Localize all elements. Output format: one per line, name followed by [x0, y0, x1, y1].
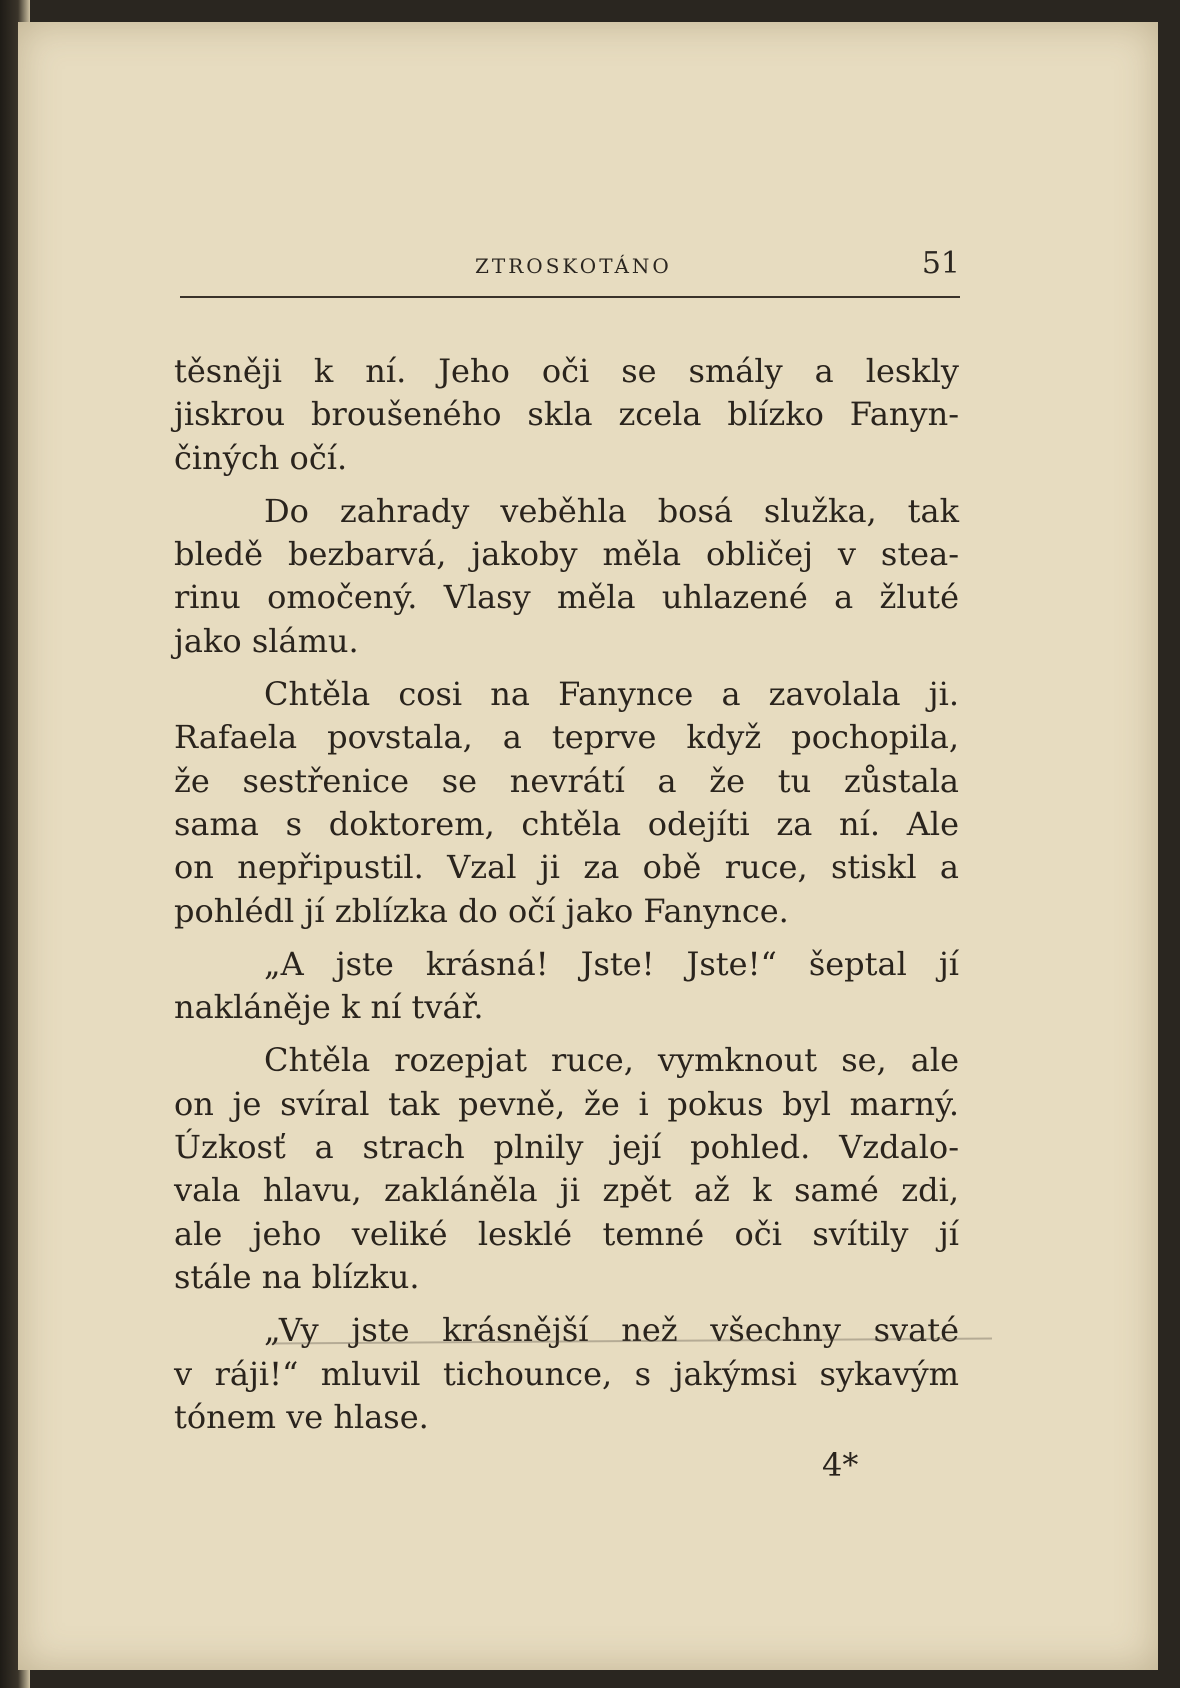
page-header — [180, 246, 960, 286]
text-line: stále na blízku. — [174, 1257, 420, 1296]
paragraph-2 — [174, 490, 959, 663]
page-number: 51 — [921, 246, 960, 281]
text-line: Rafaela povstala, a teprve když pochopila, — [174, 718, 959, 757]
text-line: tónem ve hlase. — [174, 1397, 429, 1436]
text-line: že sestřenice se nevrátí a že tu zůstala — [174, 761, 959, 800]
text-line: Úzkosť a strach plnily její pohled. Vzdalo- — [174, 1128, 959, 1167]
text-line: činých očí. — [174, 438, 348, 477]
text-line: „Vy jste krásnější než všechny svaté — [264, 1311, 959, 1350]
paragraph-1 — [174, 350, 959, 480]
text-line: rinu omočený. Vlasy měla uhlazené a žluté — [174, 578, 959, 617]
running-title: ZTROSKOTÁNO — [475, 254, 672, 278]
text-line: Chtěla cosi na Fanynce a zavolala ji. — [264, 675, 959, 714]
text-line: on nepřipustil. Vzal ji za obě ruce, stiskl a — [174, 848, 959, 887]
text-line: vala hlavu, zakláněla ji zpět až k samé zdi, — [174, 1171, 959, 1210]
text-line: pohlédl jí zblízka do očí jako Fanynce. — [174, 891, 789, 930]
sheet-signature: 4* — [822, 1446, 859, 1484]
paragraph-4 — [174, 943, 959, 1030]
text-line: bledě bezbarvá, jakoby měla obličej v stea- — [174, 535, 959, 574]
page-body — [174, 350, 959, 1449]
text-line: on je svíral tak pevně, že i pokus byl marný. — [174, 1084, 959, 1123]
text-line: „A jste krásná! Jste! Jste!“ šeptal jí — [264, 944, 959, 983]
text-line: Chtěla rozepjat ruce, vymknout se, ale — [264, 1041, 959, 1080]
text-line: Do zahrady veběhla bosá služka, tak — [264, 491, 959, 530]
text-line: ale jeho veliké lesklé temné oči svítily jí — [174, 1214, 959, 1253]
text-line: v ráji!“ mluvil tichounce, s jakýmsi sykavým — [174, 1354, 959, 1393]
header-rule — [180, 296, 960, 298]
paragraph-6 — [174, 1309, 959, 1439]
text-line: nakláněje k ní tvář. — [174, 988, 484, 1027]
text-line: sama s doktorem, chtěla odejíti za ní. Ale — [174, 804, 959, 843]
text-line: těsněji k ní. Jeho oči se smály a leskly — [174, 352, 959, 390]
paragraph-5 — [174, 1039, 959, 1299]
text-line: jako slámu. — [174, 621, 359, 660]
paragraph-3 — [174, 673, 959, 933]
text-line: jiskrou broušeného skla zcela blízko Fanyn- — [174, 395, 959, 434]
